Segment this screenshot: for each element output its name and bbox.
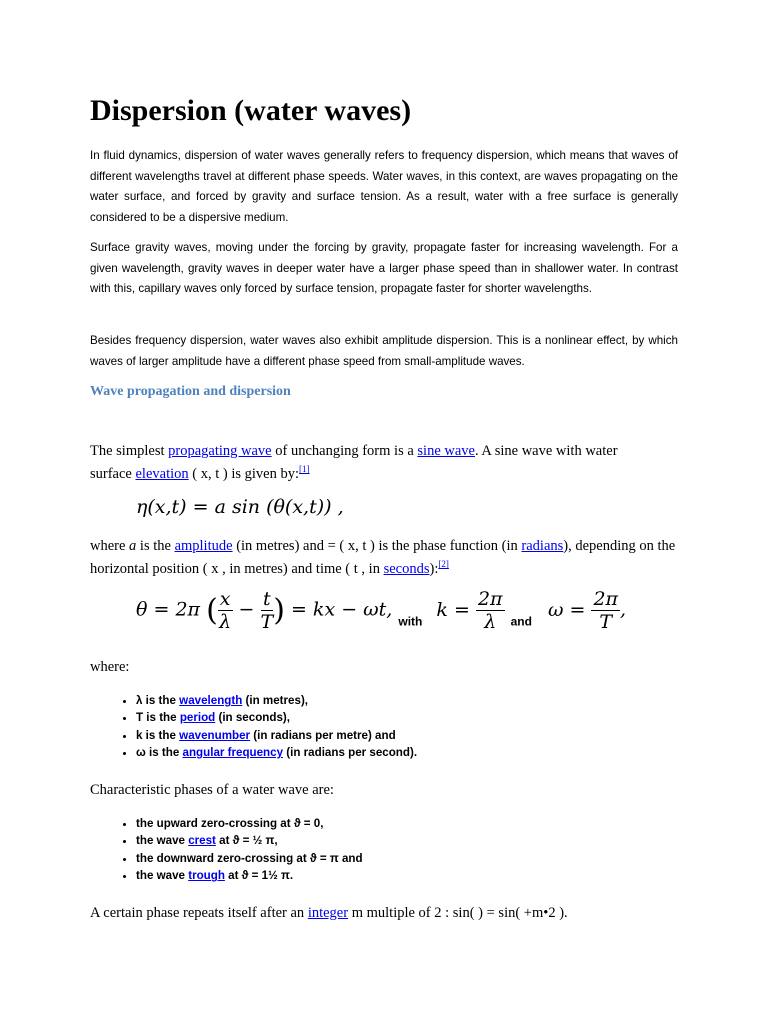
- text: (in metres),: [242, 694, 309, 707]
- text: . A sine wave with water surface: [90, 443, 618, 482]
- list-item: [136, 867, 363, 884]
- text: at ϑ = 1½ π.: [224, 869, 294, 883]
- fraction-t-T: [261, 588, 274, 633]
- link-trough[interactable]: trough: [188, 869, 225, 883]
- link-period[interactable]: period: [179, 711, 216, 725]
- link-wavenumber[interactable]: wavenumber: [179, 728, 251, 742]
- text: The simplest: [90, 443, 169, 459]
- denominator-lambda-2: λ: [484, 611, 497, 633]
- denominator-T: T: [260, 611, 274, 633]
- link-integer[interactable]: integer: [307, 905, 349, 921]
- reference-2[interactable]: [2]: [438, 559, 449, 569]
- text: of unchanging form is a: [271, 443, 418, 459]
- link-propagating-wave[interactable]: propagating wave: [168, 443, 272, 459]
- intro-paragraph-1: In fluid dynamics, dispersion of water waves generally refers to frequency dispersion, which means that waves of different wavelengths travel at different phase speeds. Water waves, in this context, are waves propagating on the water surface, and forced by gravity and surface tension. As a result, water with a free surface is generally considered to be a dispersive medium.: [90, 149, 678, 224]
- text: ( x, t ) is given by:: [188, 465, 299, 482]
- sine-wave-paragraph: [90, 442, 650, 483]
- eq-rhs: = kx − ωt,: [290, 598, 393, 621]
- text: the downward zero-crossing at ϑ = π and: [136, 851, 363, 865]
- definitions-list: [90, 692, 417, 762]
- text: m multiple of 2 : sin( ) = sin( +m•2 ).: [348, 905, 568, 921]
- phase-function-paragraph: [90, 537, 685, 578]
- intro-paragraph-2: Surface gravity waves, moving under the forcing by gravity, propagate faster for increasing wavelength. For a given wavelength, gravity waves in deeper water have a larger phase speed than in shallower water. In contrast with this, capillary waves only forced by surface tension, propagate faster for shorter wavelengths.: [90, 241, 678, 295]
- link-angular-frequency[interactable]: angular frequency: [182, 746, 284, 760]
- text: where: [90, 538, 130, 554]
- variable-a: a: [129, 538, 137, 554]
- phases-label: Characteristic phases of a water wave are:: [90, 782, 334, 798]
- link-amplitude[interactable]: amplitude: [174, 538, 233, 554]
- link-seconds[interactable]: seconds: [383, 560, 430, 577]
- paren-close: ): [273, 593, 285, 628]
- link-sine-wave[interactable]: sine wave: [417, 443, 475, 459]
- numerator-2pi: 2π: [477, 588, 503, 610]
- intro-paragraph-3: Besides frequency dispersion, water waves also exhibit amplitude dispersion. This is a nonlinear effect, by which waves of larger amplitude have a different phase speed from small-amplitude waves.: [90, 334, 678, 368]
- text: ), depending on the horizontal position ( x , in metres) and time ( t , in: [90, 538, 676, 577]
- numerator-t: t: [261, 588, 274, 611]
- list-item: [136, 744, 417, 761]
- with-word: with: [398, 614, 423, 629]
- phases-list: [90, 815, 363, 885]
- page-title: Dispersion (water waves): [90, 94, 412, 127]
- text: ω is the: [136, 746, 183, 760]
- numerator-2pi-2: 2π: [593, 588, 619, 610]
- fraction-2pi-lambda: [476, 588, 505, 633]
- denominator-lambda: λ: [219, 611, 232, 633]
- link-radians[interactable]: radians: [521, 538, 564, 554]
- numerator-x: x: [219, 588, 231, 610]
- denominator-T-2: T: [599, 611, 613, 633]
- list-item: [136, 727, 417, 744]
- text: (in radians per second).: [283, 746, 418, 760]
- paren-open: (: [206, 593, 218, 628]
- text: (in metres) and = ( x, t ) is the phase function (in: [232, 538, 522, 554]
- link-wavelength[interactable]: wavelength: [179, 694, 243, 707]
- section-heading: Wave propagation and dispersion: [90, 384, 291, 399]
- eq-comma: ,: [620, 598, 627, 621]
- phase-repeat-paragraph: [90, 904, 568, 922]
- fraction-2pi-T: [591, 588, 620, 633]
- list-item: [136, 692, 417, 709]
- text: the upward zero-crossing at ϑ = 0,: [136, 817, 324, 830]
- text: the wave: [136, 834, 189, 848]
- text: ):: [429, 560, 439, 577]
- list-item: [136, 832, 363, 849]
- text: the wave: [136, 869, 189, 883]
- eq-lhs: θ = 2π: [136, 598, 201, 621]
- text: (in radians per metre) and: [250, 728, 396, 742]
- link-crest[interactable]: crest: [188, 834, 216, 848]
- text: λ is the: [136, 694, 180, 707]
- where-label: where:: [90, 659, 130, 675]
- elevation-equation: η(x,t) = a sin (θ(x,t)) ,: [136, 496, 344, 518]
- text: k is the: [136, 728, 180, 742]
- omega-equals: ω =: [547, 598, 586, 621]
- text: A certain phase repeats itself after an: [90, 905, 308, 921]
- and-word: and: [510, 614, 532, 629]
- link-elevation[interactable]: elevation: [135, 465, 189, 482]
- list-item: [136, 709, 417, 726]
- text: T is the: [136, 711, 180, 725]
- fraction-x-lambda: [218, 588, 233, 633]
- text: at ϑ = ½ π,: [215, 834, 278, 848]
- text: (in seconds),: [215, 711, 290, 725]
- list-item: [136, 815, 363, 832]
- k-equals: k =: [436, 598, 470, 621]
- text: is the: [136, 538, 175, 554]
- minus-sign: −: [238, 598, 255, 621]
- phase-equation: [136, 588, 626, 633]
- list-item: [136, 850, 363, 867]
- reference-1[interactable]: [1]: [299, 464, 310, 474]
